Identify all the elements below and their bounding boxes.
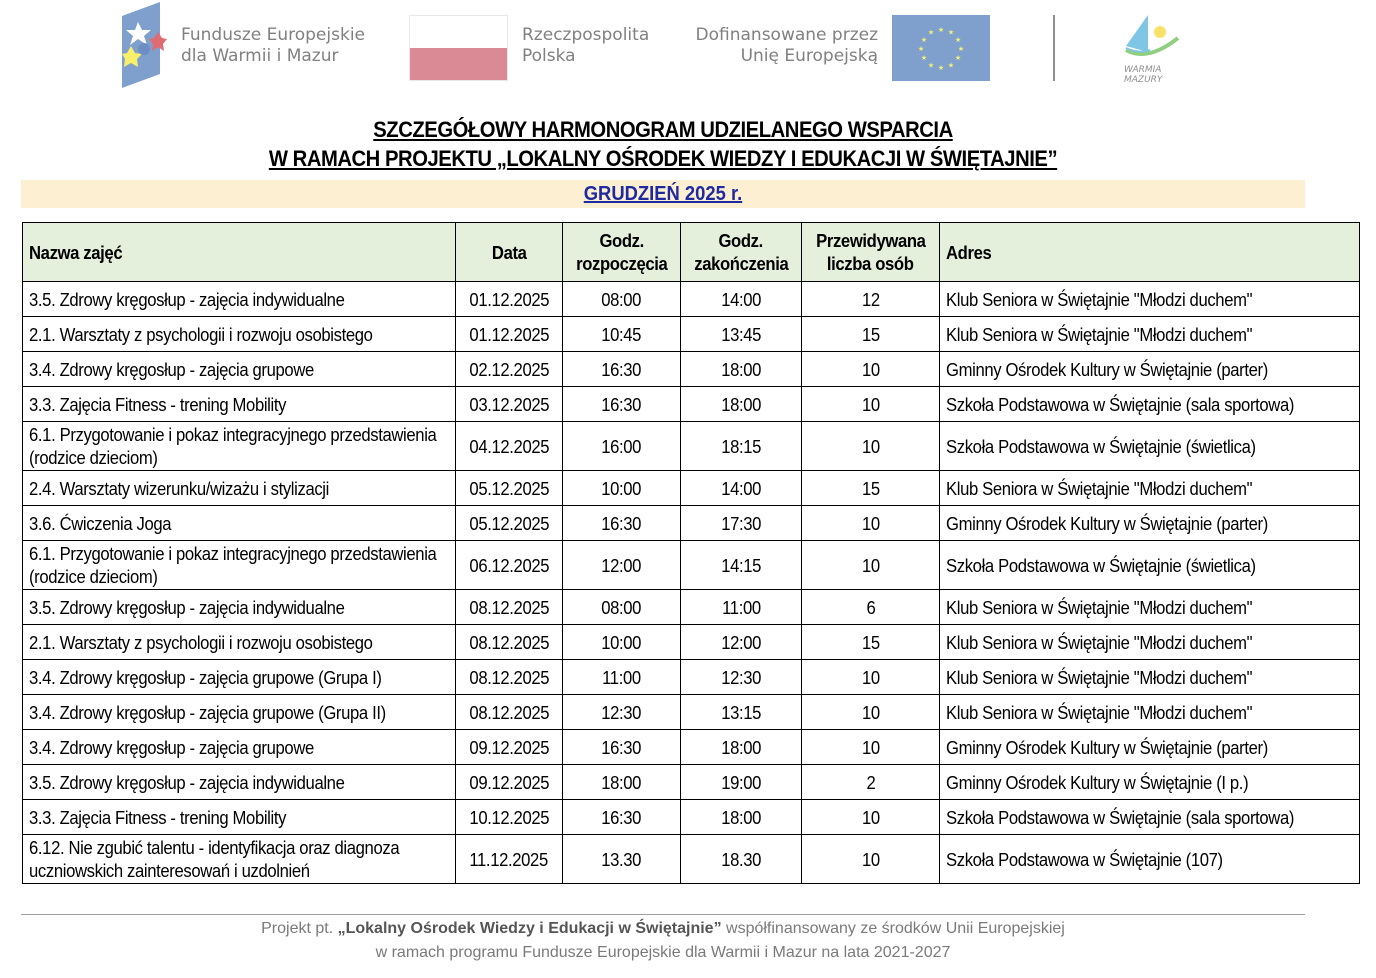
table-row [23,282,1360,317]
cell-end: 12:00 [681,625,802,660]
fundusze-europejskie-logo-icon [122,2,167,88]
table-row [23,835,1360,884]
cell-start: 10:00 [563,625,681,660]
cell-date: 01.12.2025 [456,282,563,317]
svg-text:★: ★ [917,45,925,53]
cell-name: 3.4. Zdrowy kręgosłup - zajęcia grupowe [23,730,456,765]
header-name: Nazwa zajęć [23,223,456,282]
svg-text:★: ★ [920,54,928,62]
cell-end: 14:00 [681,282,802,317]
cell-count: 2 [802,765,940,800]
cell-count: 10 [802,422,940,471]
cell-name: 6.1. Przygotowanie i pokaz integracyjnego przedstawienia (rodzice dzieciom) [23,422,456,471]
cell-address: Szkoła Podstawowa w Świętajnie (świetlica) [940,541,1360,590]
table-row [23,541,1360,590]
cell-end: 18.30 [681,835,802,884]
header-address: Adres [940,223,1360,282]
cell-date: 09.12.2025 [456,765,563,800]
cell-address: Szkoła Podstawowa w Świętajnie (sala sportowa) [940,800,1360,835]
table-row [23,422,1360,471]
eu-flag-icon [892,15,990,81]
cell-count: 10 [802,352,940,387]
cell-name: 2.1. Warsztaty z psychologii i rozwoju osobistego [23,625,456,660]
cell-count: 10 [802,800,940,835]
svg-text:★: ★ [954,54,962,62]
eu-line-1: Dofinansowane przez [695,25,878,45]
cell-name: 3.5. Zdrowy kręgosłup - zajęcia indywidualne [23,282,456,317]
table-row [23,695,1360,730]
eu-line-2: Unię Europejską [740,46,878,66]
cell-date: 10.12.2025 [456,800,563,835]
cell-date: 04.12.2025 [456,422,563,471]
cell-name: 3.4. Zdrowy kręgosłup - zajęcia grupowe (Grupa II) [23,695,456,730]
cell-end: 18:00 [681,387,802,422]
eu-cofinanced-text [660,25,878,67]
cell-name: 3.4. Zdrowy kręgosłup - zajęcia grupowe (Grupa I) [23,660,456,695]
cell-start: 16:30 [563,730,681,765]
table-row [23,625,1360,660]
cell-address: Szkoła Podstawowa w Świętajnie (sala sportowa) [940,387,1360,422]
cell-count: 10 [802,387,940,422]
cell-date: 09.12.2025 [456,730,563,765]
cell-start: 10:45 [563,317,681,352]
cell-start: 13.30 [563,835,681,884]
cell-address: Gminny Ośrodek Kultury w Świętajnie (parter) [940,506,1360,541]
logo-divider [1053,15,1055,81]
table-row [23,800,1360,835]
cell-count: 15 [802,471,940,506]
cell-date: 08.12.2025 [456,590,563,625]
cell-address: Szkoła Podstawowa w Świętajnie (świetlica) [940,422,1360,471]
cell-start: 12:00 [563,541,681,590]
cell-name: 6.12. Nie zgubić talentu - identyfikacja oraz diagnoza uczniowskich zainteresowań i uzdolnień [23,835,456,884]
cell-count: 10 [802,506,940,541]
cell-end: 13:45 [681,317,802,352]
pl-line-1: Rzeczpospolita [522,25,650,45]
warmia-mazury-logo-icon [1118,10,1188,85]
header-end: Godz. zakończenia [681,223,802,282]
cell-start: 16:30 [563,352,681,387]
cell-date: 05.12.2025 [456,471,563,506]
fe-line-1: Fundusze Europejskie [181,25,365,45]
cell-address: Klub Seniora w Świętajnie "Młodzi duchem" [940,471,1360,506]
header-date: Data [456,223,563,282]
cell-name: 2.4. Warsztaty wizerunku/wizażu i stylizacji [23,471,456,506]
cell-start: 08:00 [563,282,681,317]
cell-name: 3.6. Ćwiczenia Joga [23,506,456,541]
footer-line-2: w ramach programu Fundusze Europejskie dla Warmii i Mazur na lata 2021-2027 [375,944,951,961]
cell-address: Szkoła Podstawowa w Świętajnie (107) [940,835,1360,884]
cell-count: 10 [802,730,940,765]
svg-text:★: ★ [957,45,965,53]
table-header-row [23,223,1360,282]
rzeczpospolita-text [522,25,649,67]
table-row [23,506,1360,541]
cell-count: 6 [802,590,940,625]
cell-date: 08.12.2025 [456,625,563,660]
svg-text:★: ★ [947,61,955,70]
footer-divider [21,914,1305,915]
cell-start: 12:30 [563,695,681,730]
footer-line-1 [0,917,1326,941]
cell-end: 18:15 [681,422,802,471]
cell-end: 18:00 [681,352,802,387]
fundusze-europejskie-text [181,25,365,67]
cell-date: 03.12.2025 [456,387,563,422]
cell-start: 10:00 [563,471,681,506]
logo-bar [0,0,1376,100]
cell-end: 13:15 [681,695,802,730]
cell-start: 16:30 [563,800,681,835]
cell-date: 05.12.2025 [456,506,563,541]
table-row [23,471,1360,506]
month-band [21,180,1305,208]
cell-end: 14:15 [681,541,802,590]
header-count: Przewidywana liczba osób [802,223,940,282]
cell-address: Klub Seniora w Świętajnie "Młodzi duchem" [940,317,1360,352]
footer-suffix: współfinansowany ze środków Unii Europejskiej [721,920,1065,937]
cell-start: 16:30 [563,506,681,541]
cell-date: 06.12.2025 [456,541,563,590]
table-row [23,387,1360,422]
cell-name: 3.5. Zdrowy kręgosłup - zajęcia indywidualne [23,765,456,800]
pl-line-2: Polska [522,46,576,66]
svg-text:★: ★ [927,61,935,70]
cell-end: 17:30 [681,506,802,541]
cell-start: 11:00 [563,660,681,695]
table-row [23,660,1360,695]
cell-name: 3.3. Zajęcia Fitness - trening Mobility [23,387,456,422]
cell-start: 18:00 [563,765,681,800]
cell-name: 6.1. Przygotowanie i pokaz integracyjnego przedstawienia (rodzice dzieciom) [23,541,456,590]
cell-date: 01.12.2025 [456,317,563,352]
month-heading: GRUDZIEŃ 2025 r. [583,183,743,205]
cell-count: 10 [802,541,940,590]
cell-name: 3.4. Zdrowy kręgosłup - zajęcia grupowe [23,352,456,387]
cell-name: 3.3. Zajęcia Fitness - trening Mobility [23,800,456,835]
cell-address: Gminny Ośrodek Kultury w Świętajnie (parter) [940,352,1360,387]
cell-name: 3.5. Zdrowy kręgosłup - zajęcia indywidualne [23,590,456,625]
cell-date: 02.12.2025 [456,352,563,387]
svg-text:WARMIA: WARMIA [1124,65,1162,75]
cell-count: 15 [802,625,940,660]
svg-text:MAZURY: MAZURY [1124,75,1163,85]
cell-end: 11:00 [681,590,802,625]
footer-prefix: Projekt pt. [261,920,338,937]
cell-address: Klub Seniora w Świętajnie "Młodzi duchem" [940,625,1360,660]
fe-line-2: dla Warmii i Mazur [181,46,339,66]
table-row [23,765,1360,800]
cell-count: 12 [802,282,940,317]
cell-address: Klub Seniora w Świętajnie "Młodzi duchem" [940,660,1360,695]
document-title-line-2: W RAMACH PROJEKTU „LOKALNY OŚRODEK WIEDZY I EDUKACJI W ŚWIĘTAJNIE” [268,146,1058,171]
svg-text:★: ★ [927,28,935,37]
cell-date: 08.12.2025 [456,695,563,730]
table-row [23,590,1360,625]
cell-count: 10 [802,695,940,730]
schedule-table [22,222,1360,884]
cell-name: 2.1. Warsztaty z psychologii i rozwoju osobistego [23,317,456,352]
footer-project-name: „Lokalny Ośrodek Wiedzy i Edukacji w Świętajnie” [337,920,722,937]
polish-flag-icon [409,15,508,81]
cell-address: Klub Seniora w Świętajnie "Młodzi duchem" [940,282,1360,317]
cell-count: 10 [802,835,940,884]
cell-address: Gminny Ośrodek Kultury w Świętajnie (I p.) [940,765,1360,800]
svg-text:★: ★ [937,64,945,72]
table-row [23,352,1360,387]
header-start: Godz. rozpoczęcia [563,223,681,282]
svg-text:★: ★ [954,36,962,44]
cell-address: Klub Seniora w Świętajnie "Młodzi duchem" [940,695,1360,730]
table-row [23,317,1360,352]
cell-end: 14:00 [681,471,802,506]
cell-start: 16:30 [563,387,681,422]
cell-end: 18:00 [681,800,802,835]
cell-date: 11.12.2025 [456,835,563,884]
cell-end: 19:00 [681,765,802,800]
cell-start: 08:00 [563,590,681,625]
table-row [23,730,1360,765]
cell-start: 16:00 [563,422,681,471]
cell-end: 12:30 [681,660,802,695]
cell-address: Gminny Ośrodek Kultury w Świętajnie (parter) [940,730,1360,765]
svg-text:★: ★ [920,36,928,44]
cell-date: 08.12.2025 [456,660,563,695]
svg-text:★: ★ [947,28,955,37]
cell-end: 18:00 [681,730,802,765]
cell-count: 10 [802,660,940,695]
svg-text:★: ★ [937,26,945,34]
cell-address: Klub Seniora w Świętajnie "Młodzi duchem" [940,590,1360,625]
document-title-line-1: SZCZEGÓŁOWY HARMONOGRAM UDZIELANEGO WSPARCIA [373,117,953,142]
cell-count: 15 [802,317,940,352]
